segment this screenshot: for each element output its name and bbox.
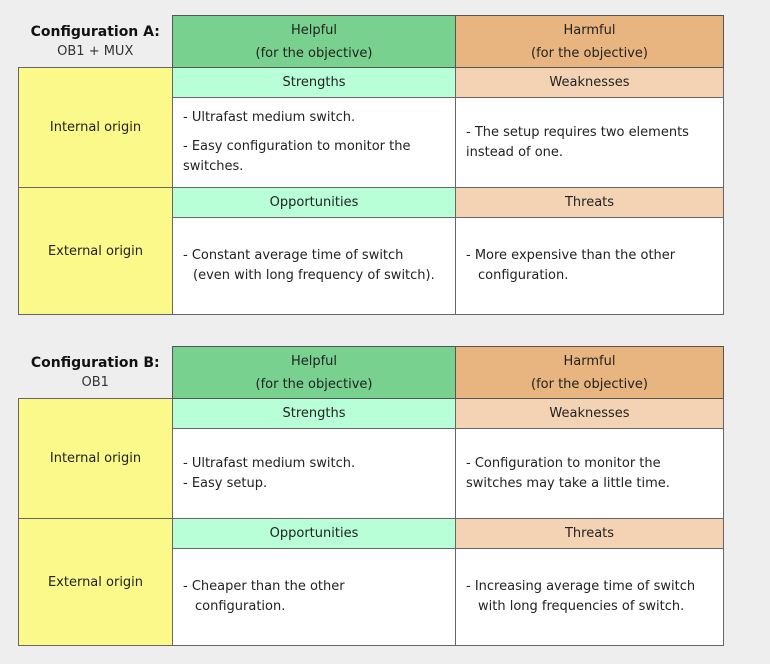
helpful-header: Helpful (for the objective)	[173, 16, 456, 68]
threats-cell: - Increasing average time of switch with long frequencies of switch.	[456, 549, 724, 646]
helpful-header: Helpful (for the objective)	[173, 347, 456, 399]
opportunities-label: Opportunities	[173, 188, 456, 218]
config-header	[19, 347, 173, 399]
config-title: Configuration B:	[30, 354, 160, 371]
weaknesses-label: Weaknesses	[456, 399, 724, 429]
strengths-label: Strengths	[173, 68, 456, 98]
swot-table-b	[18, 346, 724, 646]
external-origin-label: External origin	[19, 519, 173, 646]
opportunities-cell: - Cheaper than the other configuration.	[173, 549, 456, 646]
weaknesses-label: Weaknesses	[456, 68, 724, 98]
strengths-cell: - Ultrafast medium switch. - Easy setup.	[173, 429, 456, 519]
threats-label: Threats	[456, 188, 724, 218]
harmful-header: Harmful (for the objective)	[456, 347, 724, 399]
config-subtitle: OB1	[81, 374, 109, 390]
config-title: Configuration A:	[30, 23, 160, 40]
external-origin-label: External origin	[19, 188, 173, 315]
weaknesses-cell: - Configuration to monitor the switches may take a little time.	[456, 429, 724, 519]
internal-origin-label: Internal origin	[19, 399, 173, 519]
harmful-header: Harmful (for the objective)	[456, 16, 724, 68]
swot-table-a	[18, 15, 724, 315]
config-header	[19, 16, 173, 68]
strengths-cell: - Ultrafast medium switch. - Easy configuration to monitor the switches.	[173, 98, 456, 188]
strengths-label: Strengths	[173, 399, 456, 429]
internal-origin-label: Internal origin	[19, 68, 173, 188]
threats-label: Threats	[456, 519, 724, 549]
config-subtitle: OB1 + MUX	[57, 43, 134, 59]
opportunities-label: Opportunities	[173, 519, 456, 549]
threats-cell: - More expensive than the other configuration.	[456, 218, 724, 315]
weaknesses-cell: - The setup requires two elements instead of one.	[456, 98, 724, 188]
opportunities-cell: - Constant average time of switch (even with long frequency of switch).	[173, 218, 456, 315]
